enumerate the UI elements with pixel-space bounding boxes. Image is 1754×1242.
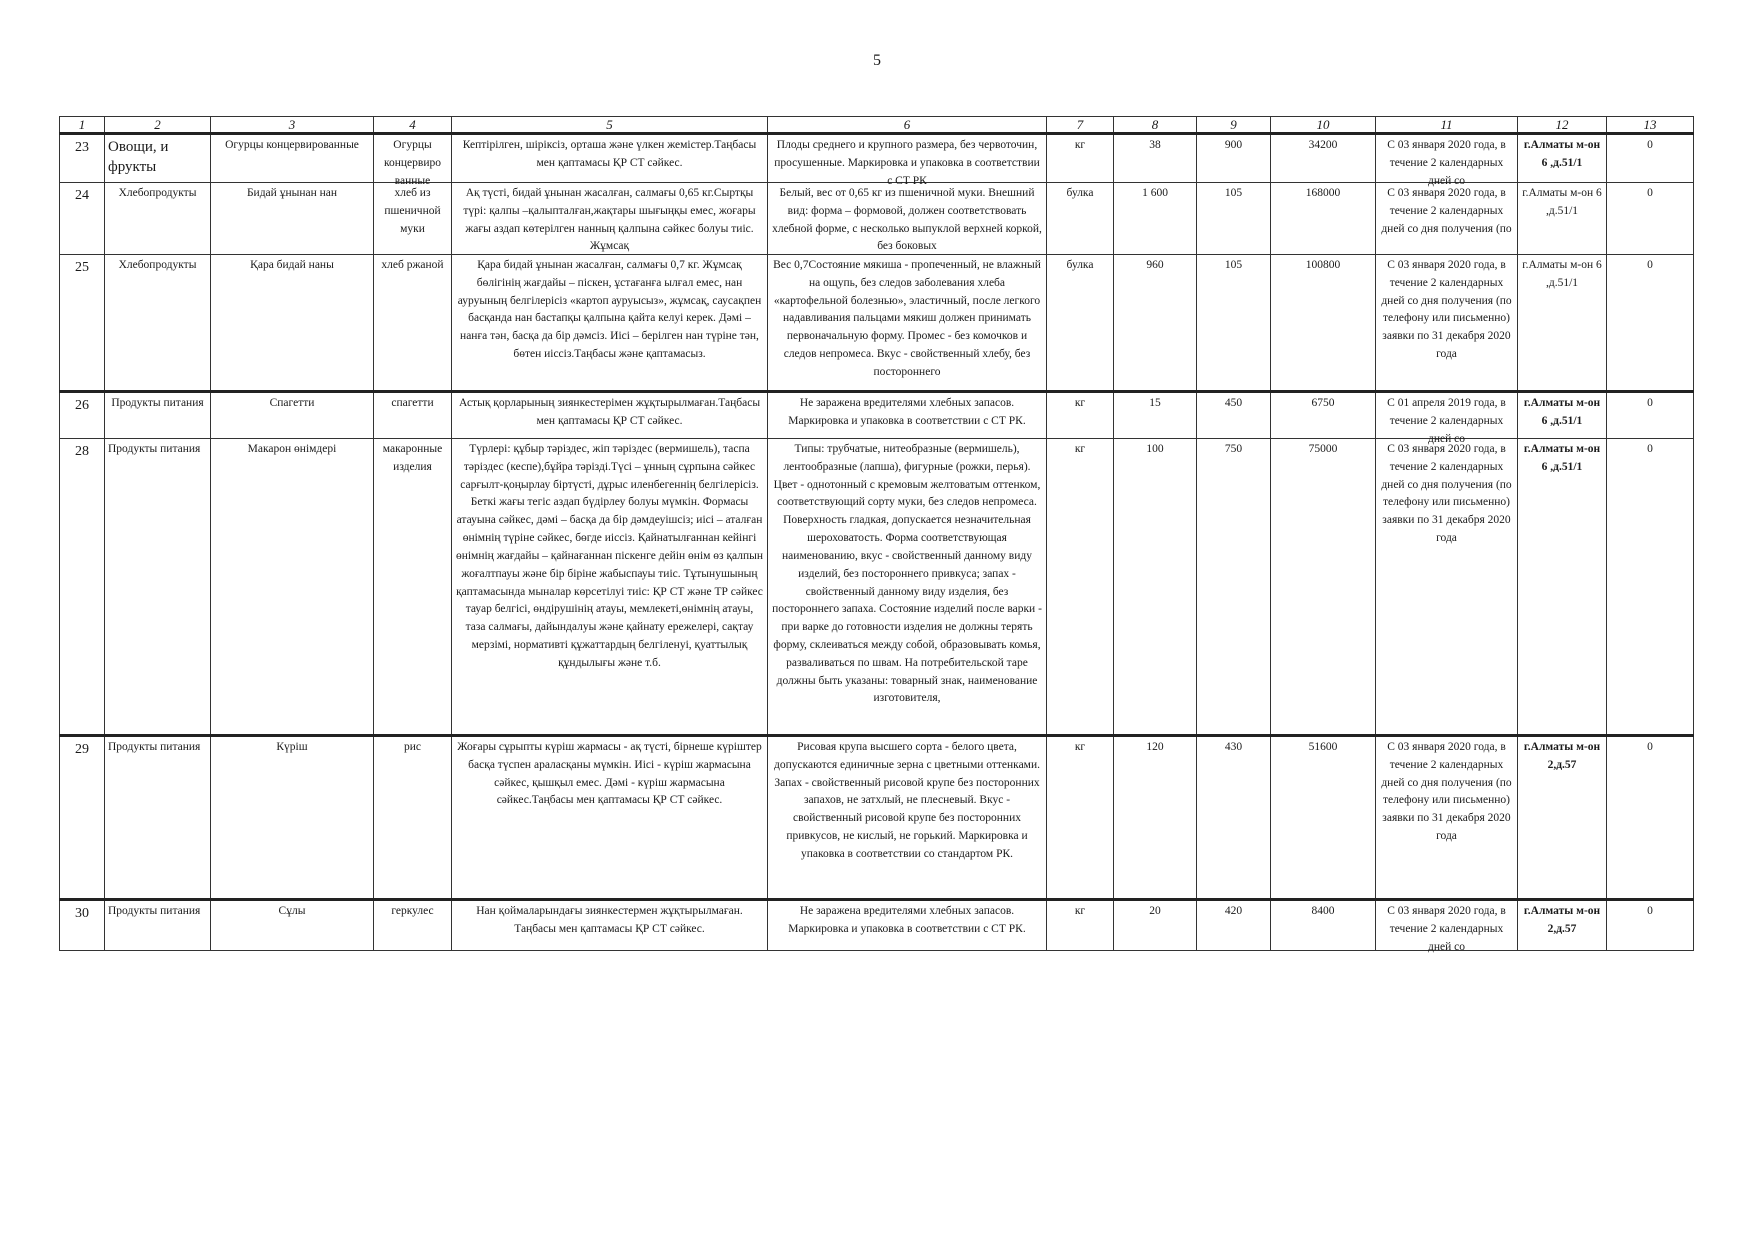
category-cell-text: Хлебопродукты [118, 187, 197, 199]
sum-cell-text: 75000 [1308, 443, 1338, 455]
advance-cell-text: 0 [1647, 139, 1653, 151]
price-cell [1197, 900, 1271, 951]
name-ru-cell-text: хлеб ржаной [381, 259, 444, 271]
delivery-term-cell-text: С 03 января 2020 года, в течение 2 календарных дней со [1387, 905, 1506, 953]
column-number: 13 [1607, 117, 1694, 134]
name-kz-cell-text: Сұлы [278, 905, 306, 917]
unit-cell [1047, 439, 1114, 736]
sum-cell-text: 168000 [1305, 187, 1341, 199]
advance-cell-text: 0 [1647, 905, 1653, 917]
category-cell [105, 183, 211, 255]
column-number: 12 [1518, 117, 1607, 134]
name-ru-cell [374, 183, 452, 255]
spec-kz-cell [452, 736, 768, 900]
price-cell [1197, 255, 1271, 392]
category-cell-text: Хлебопродукты [118, 259, 197, 271]
delivery-place-cell [1518, 183, 1607, 255]
spec-ru-cell [768, 736, 1047, 900]
category-cell-text: Продукты питания [108, 905, 201, 917]
delivery-place-cell [1518, 392, 1607, 439]
unit-cell [1047, 183, 1114, 255]
category-cell [105, 392, 211, 439]
table-row [60, 255, 1694, 392]
category-cell-text: Овощи, и фрукты [108, 139, 169, 176]
column-number: 10 [1271, 117, 1376, 134]
delivery-place-cell-text: г.Алматы м-он 6 ,д.51/1 [1523, 139, 1601, 169]
row-number-text: 29 [75, 742, 89, 757]
table-row [60, 134, 1694, 183]
spec-kz-cell-text: Кептірілген, шіріксіз, орташа және үлкен жемістер.Таңбасы мен қаптамасы ҚР СТ сәйкес. [462, 139, 757, 169]
spec-kz-cell [452, 439, 768, 736]
name-ru-cell [374, 392, 452, 439]
price-cell-text: 750 [1224, 443, 1243, 455]
quantity-cell-text: 38 [1149, 139, 1161, 151]
spec-kz-cell-text: Астық қорларының зиянкестерімен жұқтырылмаған.Таңбасы мен қаптамасы ҚР СТ сәйкес. [458, 397, 761, 427]
delivery-term-cell-text: С 03 января 2020 года, в течение 2 календарных дней со дня получения (по телефону или письменно) заявки по 31 декабря 2020 года [1381, 259, 1512, 361]
price-cell [1197, 736, 1271, 900]
category-cell [105, 439, 211, 736]
delivery-term-cell [1376, 392, 1518, 445]
sum-cell-text: 100800 [1305, 259, 1341, 271]
table-row [60, 736, 1694, 900]
procurement-table [59, 116, 1694, 951]
advance-cell-text: 0 [1647, 187, 1653, 199]
unit-cell-text: кг [1074, 397, 1086, 409]
delivery-place-cell-text: г.Алматы м-он 2,д.57 [1523, 905, 1601, 935]
row-number [60, 736, 105, 900]
row-number-text: 23 [75, 140, 89, 155]
delivery-term-cell [1376, 134, 1518, 187]
unit-cell-text: кг [1074, 741, 1086, 753]
column-number: 5 [452, 117, 768, 134]
quantity-cell-text: 1 600 [1142, 187, 1168, 199]
name-kz-cell [211, 736, 374, 900]
sum-cell-text: 51600 [1308, 741, 1338, 753]
name-ru-cell [374, 134, 452, 187]
spec-kz-cell [452, 183, 768, 255]
quantity-cell [1114, 439, 1197, 736]
advance-cell-text: 0 [1647, 397, 1653, 409]
spec-kz-cell-text: Жоғары сұрыпты күріш жармасы - ақ түсті, бірнеше күріштер басқа түспен араласқаны мүмкін. Иісі - күріш жармасына сәйкес, қышқыл емес. Дәмі - күріш жармасына сәйкес.Таңбасы мен қаптамасы ҚР СТ сәйкес. [457, 741, 762, 807]
spec-ru-cell [768, 900, 1047, 951]
spec-ru-cell [768, 392, 1047, 439]
table-row [60, 392, 1694, 439]
unit-cell [1047, 392, 1114, 439]
delivery-place-cell-text: г.Алматы м-он 6 ,д.51/1 [1522, 187, 1602, 217]
page-number: 5 [873, 52, 881, 69]
unit-cell [1047, 134, 1114, 183]
column-number: 8 [1114, 117, 1197, 134]
sum-cell [1271, 134, 1376, 183]
advance-cell [1607, 392, 1694, 439]
table-row [60, 183, 1694, 255]
row-number [60, 183, 105, 255]
name-ru-cell [374, 736, 452, 900]
name-ru-cell [374, 439, 452, 736]
row-number [60, 134, 105, 183]
delivery-place-cell [1518, 736, 1607, 900]
name-kz-cell [211, 183, 374, 255]
column-number: 11 [1376, 117, 1518, 134]
spec-kz-cell [452, 392, 768, 439]
category-cell-text: Продукты питания [108, 741, 201, 753]
name-kz-cell [211, 392, 374, 439]
delivery-term-cell [1376, 439, 1518, 736]
row-number [60, 439, 105, 736]
quantity-cell [1114, 736, 1197, 900]
category-cell-text: Продукты питания [111, 397, 204, 409]
delivery-term-cell-text: С 03 января 2020 года, в течение 2 календарных дней со дня получения (по телефону или письменно) заявки по 31 декабря 2020 года [1381, 741, 1512, 843]
column-number-row [60, 117, 1694, 134]
row-number-text: 26 [75, 398, 89, 413]
price-cell-text: 105 [1224, 187, 1243, 199]
name-ru-cell [374, 900, 452, 951]
quantity-cell [1114, 392, 1197, 439]
delivery-term-cell [1376, 900, 1518, 951]
unit-cell-text: кг [1074, 139, 1086, 151]
table-row [60, 439, 1694, 736]
advance-cell-text: 0 [1647, 443, 1653, 455]
spec-ru-cell-text: Вес 0,7Состояние мякиша - пропеченный, не влажный на ощупь, без следов заболевания хлеба «картофельной болезнью», эластичный, после легкого надавливания пальцами мякиш должен принимать первоначальную форму. Промес - без комочков и следов непромеса. Вкус - свойственный хлебу, без постороннего [773, 259, 1041, 378]
category-cell [105, 134, 211, 183]
spec-ru-cell-text: Не заражена вредителями хлебных запасов. Маркировка и упаковка в соответствии с СТ РК. [788, 397, 1026, 427]
name-ru-cell-text: геркулес [391, 905, 434, 917]
name-kz-cell-text: Спагетти [269, 397, 315, 409]
delivery-place-cell [1518, 439, 1607, 736]
delivery-term-cell-text: С 03 января 2020 года, в течение 2 календарных дней со дня получения (по телефону или письменно) заявки по 31 декабря 2020 года [1381, 443, 1512, 545]
name-kz-cell-text: Макарон өнімдері [247, 443, 337, 455]
table-row [60, 900, 1694, 951]
category-cell [105, 255, 211, 392]
delivery-place-cell [1518, 255, 1607, 392]
column-number: 1 [60, 117, 105, 134]
spec-ru-cell-text: Плоды среднего и крупного размера, без червоточин, просушенные. Маркировка и упаковка в соответствии с СТ РК [774, 139, 1040, 187]
column-number: 6 [768, 117, 1047, 134]
name-ru-cell-text: хлеб из пшеничной муки [384, 187, 441, 235]
delivery-term-cell [1376, 736, 1518, 900]
name-ru-cell-text: спагетти [391, 397, 434, 409]
quantity-cell [1114, 255, 1197, 392]
price-cell-text: 420 [1224, 905, 1243, 917]
quantity-cell-text: 960 [1146, 259, 1164, 271]
row-number-text: 25 [75, 260, 89, 275]
name-kz-cell-text: Бидай ұнынан нан [246, 187, 338, 199]
name-ru-cell-text: Огурцы концервиро ванные [383, 139, 441, 187]
spec-kz-cell [452, 134, 768, 183]
quantity-cell-text: 20 [1149, 905, 1161, 917]
price-cell [1197, 439, 1271, 736]
column-number: 4 [374, 117, 452, 134]
spec-kz-cell-text: Нан қоймаларындағы зиянкестермен жұқтырылмаған. Таңбасы мен қаптамасы ҚР СТ сәйкес. [476, 905, 743, 935]
spec-ru-cell-text: Типы: трубчатые, нитеобразные (вермишель), лентообразные (лапша), фигурные (рожки, перья). Цвет - однотонный с кремовым желтоватым оттенком, соответствующий сорту муки, без следов непромеса. Поверхность гладкая, допускается незначительная шероховатость. Форма соответствующая наименованию, вкус - свойственный данному виду изделий, без постороннего привкуса; запах - свойственный данному виду изделия, без постороннего запаха. Состояние изделий после варки - при варке до готовности изделия не должны терять форму, склеиваться между собой, образовывать комья, разваливаться по швам. На потребительской таре должны быть указаны: товарный знак, наименование изготовителя, [772, 443, 1042, 705]
delivery-place-cell-text: г.Алматы м-он 2,д.57 [1523, 741, 1601, 771]
price-cell-text: 450 [1224, 397, 1243, 409]
spec-ru-cell [768, 183, 1047, 255]
category-cell-text: Продукты питания [108, 443, 201, 455]
advance-cell [1607, 134, 1694, 183]
delivery-place-cell-text: г.Алматы м-он 6 ,д.51/1 [1522, 259, 1602, 289]
name-ru-cell-text: макаронные изделия [382, 443, 443, 473]
column-number: 3 [211, 117, 374, 134]
sum-cell [1271, 736, 1376, 900]
category-cell [105, 900, 211, 951]
unit-cell-text: кг [1074, 443, 1086, 455]
unit-cell-text: булка [1066, 259, 1094, 271]
advance-cell [1607, 736, 1694, 900]
name-kz-cell-text: Қара бидай наны [250, 259, 334, 271]
name-ru-cell-text: рис [403, 741, 421, 753]
row-number [60, 392, 105, 439]
delivery-term-cell-text: С 03 января 2020 года, в течение 2 календарных дней со [1387, 139, 1506, 187]
quantity-cell [1114, 183, 1197, 255]
advance-cell [1607, 900, 1694, 951]
column-number: 9 [1197, 117, 1271, 134]
unit-cell-text: булка [1066, 187, 1094, 199]
advance-cell-text: 0 [1647, 259, 1653, 271]
spec-kz-cell [452, 900, 768, 951]
column-number: 2 [105, 117, 211, 134]
quantity-cell [1114, 134, 1197, 183]
row-number [60, 255, 105, 392]
spec-ru-cell [768, 255, 1047, 392]
delivery-place-cell [1518, 900, 1607, 951]
sum-cell-text: 34200 [1308, 139, 1338, 151]
quantity-cell-text: 120 [1146, 741, 1164, 753]
row-number-text: 30 [75, 906, 89, 921]
delivery-place-cell-text: г.Алматы м-он 6 ,д.51/1 [1523, 397, 1601, 427]
spec-kz-cell-text: Түрлері: құбыр тәріздес, жіп тәріздес (вермишель), таспа тәріздес (кеспе),бұйра тәрізді.Түсі – ұнның сұрпына сәйкес сарғылт-қоңырлау біртүсті, дұрыс иленбегеннің белгілерісіз. Беткі жағы тегіс аздап бүдірлеу болуы мүмкін. Формасы атауына сәйкес, дәмі – басқа да бір дәмдеуішсіз; иісі – аталған өнімнің түріне сәйкес, бөгде иіссіз. Қайнатылғаннан кейінгі өнімнің жағдайы – қайнағаннан піскенге дейін өнім өз қалпын жоғалтпауы және бір біріне жабыспауы тиіс. Тұтынушының қаптамасында мыналар көрсетілуі тиіс: ҚР СТ және ТР сәйкес тауар белгісі, өндірушінің атауы, мемлекеті,өнімнің атауы, таза салмағы, дайындалуы және қайнату ережелері, сақтау мерзімі, нормативті құжаттардың белгіленуі, қуаттылық құндылығы және т.б. [455, 443, 764, 669]
spec-kz-cell-text: Ақ түсті, бидай ұнынан жасалған, салмағы 0,65 кг.Сыртқы түрі: қалпы –қалыпталған,жақтары шығыңқы емес, жоғары жағы аздап көтерілген нанның қалпына сәйкес болуы тиіс. Жұмсақ [463, 187, 756, 253]
price-cell-text: 900 [1224, 139, 1243, 151]
delivery-term-cell-text: С 01 апреля 2019 года, в течение 2 календарных дней со [1387, 397, 1506, 445]
unit-cell [1047, 255, 1114, 392]
quantity-cell-text: 15 [1149, 397, 1161, 409]
row-number-text: 24 [75, 188, 89, 203]
delivery-place-cell [1518, 134, 1607, 183]
spec-kz-cell [452, 255, 768, 392]
advance-cell [1607, 439, 1694, 736]
price-cell-text: 430 [1224, 741, 1243, 753]
quantity-cell [1114, 900, 1197, 951]
category-cell [105, 736, 211, 900]
name-kz-cell-text: Огурцы концервированные [225, 139, 359, 151]
sum-cell [1271, 439, 1376, 736]
unit-cell-text: кг [1074, 905, 1086, 917]
sum-cell-text: 6750 [1311, 397, 1335, 409]
name-kz-cell [211, 255, 374, 392]
advance-cell [1607, 183, 1694, 255]
advance-cell [1607, 255, 1694, 392]
advance-cell-text: 0 [1647, 741, 1653, 753]
sum-cell-text: 8400 [1311, 905, 1335, 917]
price-cell-text: 105 [1224, 259, 1243, 271]
unit-cell [1047, 900, 1114, 951]
unit-cell [1047, 736, 1114, 900]
delivery-term-cell [1376, 255, 1518, 392]
price-cell [1197, 392, 1271, 439]
spec-ru-cell-text: Не заражена вредителями хлебных запасов. Маркировка и упаковка в соответствии с СТ РК. [788, 905, 1026, 935]
spec-kz-cell-text: Қара бидай ұнынан жасалған, салмағы 0,7 кг. Жұмсақ бөлігінің жағдайы – піскен, ұстағанға ылғал емес, нан ауруының белгілерісіз «картоп ауруысыз», жұмсақ, саусақпен басқанда нан бастапқы қалпына қайта келуі керек. Дәмі – нанға тән, басқа да бір дәмсіз. Иісі – берілген нан түріне тән, бөтен иіссіз.Таңбасы және қаптамасыз. [457, 259, 762, 361]
price-cell [1197, 134, 1271, 183]
column-number: 7 [1047, 117, 1114, 134]
price-cell [1197, 183, 1271, 255]
sum-cell [1271, 255, 1376, 392]
name-kz-cell [211, 900, 374, 951]
delivery-term-cell [1376, 183, 1518, 255]
delivery-place-cell-text: г.Алматы м-он 6 ,д.51/1 [1523, 443, 1601, 473]
name-ru-cell [374, 255, 452, 392]
sum-cell [1271, 183, 1376, 255]
row-number-text: 28 [75, 444, 89, 459]
name-kz-cell [211, 439, 374, 736]
sum-cell [1271, 392, 1376, 439]
spec-ru-cell [768, 134, 1047, 187]
name-kz-cell-text: Күріш [276, 741, 308, 753]
spec-ru-cell-text: Белый, вес от 0,65 кг из пшеничной муки. Внешний вид: форма – формовой, должен соответствовать хлебной форме, с несколько выпуклой верхней коркой, без боковых [772, 187, 1042, 253]
spec-ru-cell-text: Рисовая крупа высшего сорта - белого цвета, допускаются единичные зерна с цветными оттенками. Запах - свойственный рисовой крупе без посторонних запахов, не затхлый, не плесневый. Вкус - свойственный рисовой крупе без посторонних привкусов, не кислый, не горький. Маркировка и упаковка в соответствии со стандартом РК. [774, 741, 1040, 860]
delivery-term-cell-text: С 03 января 2020 года, в течение 2 календарных дней со дня получения (по [1381, 187, 1512, 235]
name-kz-cell [211, 134, 374, 183]
spec-ru-cell [768, 439, 1047, 736]
row-number [60, 900, 105, 951]
sum-cell [1271, 900, 1376, 951]
quantity-cell-text: 100 [1146, 443, 1164, 455]
